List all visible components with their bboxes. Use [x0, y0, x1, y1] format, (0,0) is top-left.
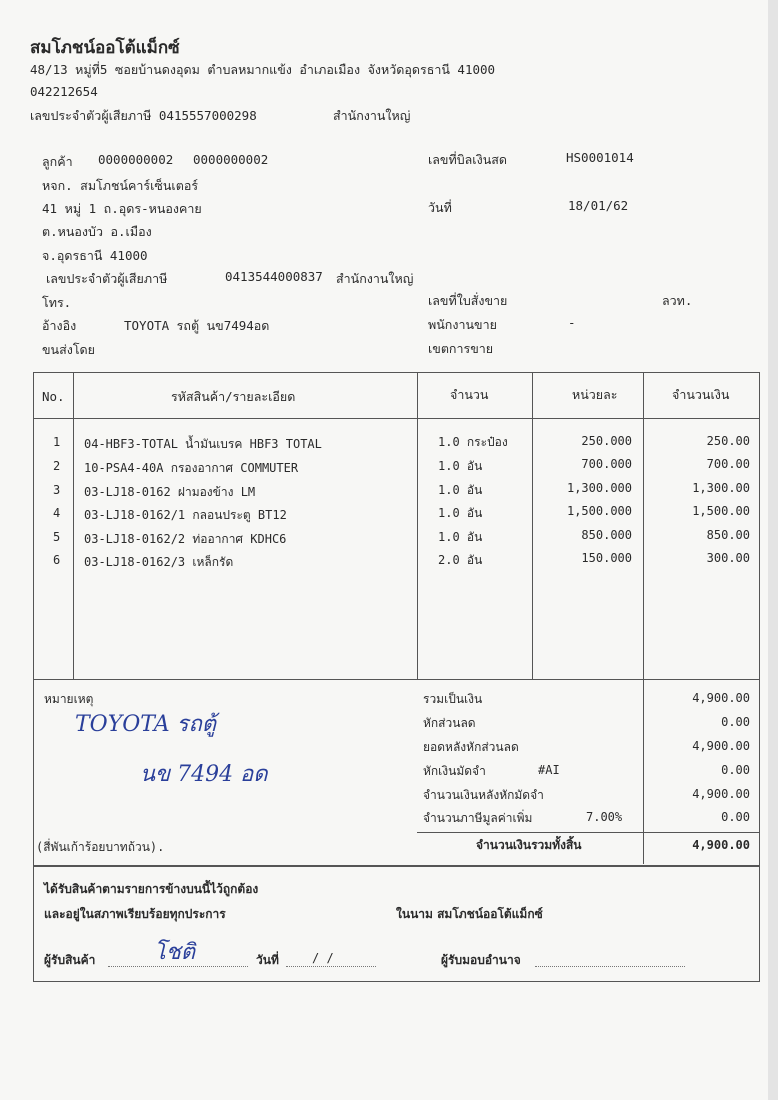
- on-behalf-of: ในนาม สมโภชน์ออโต้แม็กซ์: [396, 907, 543, 921]
- deposit-label: หักเงินมัดจำ: [423, 764, 486, 778]
- after-discount-label: ยอดหลังหักส่วนลด: [423, 740, 519, 754]
- vat-rate: 7.00%: [586, 810, 623, 824]
- deposit-code: #AI: [538, 763, 560, 777]
- total-value: 4,900.00: [692, 691, 750, 705]
- table-row-unit-price: 700.000: [581, 457, 632, 471]
- company-branch: สำนักงานใหญ่: [333, 108, 411, 123]
- customer-name: หจก. สมโภชน์คาร์เซ็นเตอร์: [42, 178, 199, 193]
- customer-tax-id: 0413544000837: [225, 269, 323, 284]
- table-row-quantity: 1.0 อัน: [438, 530, 483, 544]
- table-row-description: 03-LJ18-0162/1 กลอนประตู BT12: [84, 508, 287, 522]
- received-statement-1: ได้รับสินค้าตามรายการข้างบนนี้ไว้ถูกต้อง: [44, 882, 259, 896]
- table-row-unit-price: 250.000: [581, 434, 632, 448]
- amount-in-words: (สี่พันเก้าร้อยบาทถ้วน).: [36, 840, 165, 854]
- table-row-unit-price: 850.000: [581, 528, 632, 542]
- customer-address-2: ต.หนองบัว อ.เมือง: [42, 224, 152, 239]
- company-name: สมโภชน์ออโต้แม็กซ์: [30, 38, 180, 58]
- customer-ship-label: ขนส่งโดย: [42, 342, 95, 357]
- after-discount-value: 4,900.00: [692, 739, 750, 753]
- table-row-amount: 1,500.00: [692, 504, 750, 518]
- table-row-description: 03-LJ18-0162 ฝามองข้าง LM: [84, 485, 256, 499]
- table-row-amount: 300.00: [706, 551, 750, 565]
- table-row-description: 10-PSA4-40A กรองอากาศ COMMUTER: [84, 461, 299, 475]
- table-row-no: 6: [53, 553, 61, 567]
- table-row-no: 5: [53, 530, 61, 544]
- discount-value: 0.00: [721, 715, 750, 729]
- sales-zone-label: เขตการขาย: [428, 341, 494, 356]
- grand-total-label: จำนวนเงินรวมทั้งสิ้น: [476, 838, 582, 852]
- receive-date-label: วันที่: [256, 953, 279, 967]
- customer-ref-value: TOYOTA รถตู้ นข7494อด: [124, 318, 270, 333]
- col-header-description: รหัสสินค้า/รายละเอียด: [171, 389, 296, 404]
- customer-code-1: 0000000002: [98, 152, 174, 167]
- bill-date-value: 18/01/62: [568, 198, 629, 213]
- grand-total-value: 4,900.00: [692, 838, 750, 852]
- col-header-unit-price: หน่วยละ: [572, 387, 618, 402]
- after-deposit-label: จำนวนเงินหลังหักมัดจำ: [423, 788, 544, 802]
- col-divider: [73, 372, 74, 679]
- table-row-amount: 700.00: [706, 457, 750, 471]
- note-label: หมายเหตุ: [44, 692, 94, 706]
- company-phone: 042212654: [30, 84, 98, 99]
- table-body-divider: [33, 679, 760, 680]
- table-row-description: 03-LJ18-0162/2 ท่ออากาศ KDHC6: [84, 532, 287, 546]
- after-deposit-value: 4,900.00: [692, 787, 750, 801]
- table-row-amount: 1,300.00: [692, 481, 750, 495]
- bill-number-value: HS0001014: [566, 150, 634, 165]
- total-label: รวมเป็นเงิน: [423, 692, 483, 706]
- table-row-quantity: 1.0 อัน: [438, 483, 483, 497]
- vat-value: 0.00: [721, 810, 750, 824]
- company-address: 48/13 หมู่ที่5 ซอยบ้านดงอุดม ตำบลหมากแข้ง อำเภอเมือง จังหวัดอุดรธานี 41000: [30, 62, 496, 77]
- table-row-unit-price: 150.000: [581, 551, 632, 565]
- salesperson-value: -: [568, 315, 576, 330]
- customer-code-2: 0000000002: [193, 152, 269, 167]
- sales-order-value: ลวท.: [662, 293, 693, 308]
- grand-total-divider: [417, 832, 760, 833]
- handwritten-note-2: นข 7494 อด: [140, 762, 268, 787]
- col-header-no: No.: [42, 389, 65, 404]
- table-row-no: 4: [53, 506, 61, 520]
- col-header-quantity: จำนวน: [450, 387, 489, 402]
- bill-number-label: เลขที่บิลเงินสด: [428, 152, 507, 167]
- customer-label: ลูกค้า: [42, 154, 73, 169]
- bill-date-label: วันที่: [428, 200, 452, 215]
- company-tax-id: เลขประจำตัวผู้เสียภาษี 0415557000298: [30, 108, 257, 123]
- deposit-value: 0.00: [721, 763, 750, 777]
- customer-tax-label: เลขประจำตัวผู้เสียภาษี: [46, 271, 168, 286]
- receive-date-slashes: / /: [312, 951, 334, 965]
- col-divider: [643, 372, 644, 864]
- customer-address-1: 41 หมู่ 1 ถ.อุดร-หนองคาย: [42, 201, 202, 216]
- customer-branch: สำนักงานใหญ่: [336, 271, 414, 286]
- col-header-amount: จำนวนเงิน: [672, 387, 730, 402]
- salesperson-label: พนักงานขาย: [428, 317, 497, 332]
- table-row-amount: 250.00: [706, 434, 750, 448]
- col-divider: [532, 372, 533, 679]
- table-row-unit-price: 1,500.000: [566, 504, 632, 518]
- sales-order-label: เลขที่ใบสั่งขาย: [428, 293, 508, 308]
- table-row-no: 3: [53, 483, 61, 497]
- customer-ref-label: อ้างอิง: [42, 318, 77, 333]
- table-row-description: 04-HBF3-TOTAL น้ำมันเบรค HBF3 TOTAL: [84, 437, 322, 451]
- receiver-label: ผู้รับสินค้า: [44, 953, 96, 967]
- customer-tel-label: โทร.: [42, 295, 72, 310]
- receiver-signature: โชติ: [154, 940, 196, 965]
- table-row-quantity: 1.0 อัน: [438, 506, 483, 520]
- receive-date-line: [286, 966, 376, 967]
- scan-edge: [768, 0, 778, 1100]
- table-row-description: 03-LJ18-0162/3 เหล็กรัด: [84, 555, 234, 569]
- table-row-amount: 850.00: [706, 528, 750, 542]
- discount-label: หักส่วนลด: [423, 716, 476, 730]
- table-row-quantity: 1.0 อัน: [438, 459, 483, 473]
- table-row-no: 1: [53, 435, 61, 449]
- table-row-no: 2: [53, 459, 61, 473]
- col-divider: [417, 372, 418, 679]
- authorized-signature-line: [535, 966, 685, 967]
- handwritten-note-1: TOYOTA รถตู้: [75, 712, 217, 737]
- table-row-quantity: 2.0 อัน: [438, 553, 483, 567]
- table-row-quantity: 1.0 กระป๋อง: [438, 435, 508, 449]
- table-row-unit-price: 1,300.000: [566, 481, 632, 495]
- vat-label: จำนวนภาษีมูลค่าเพิ่ม: [423, 811, 533, 825]
- received-statement-2: และอยู่ในสภาพเรียบร้อยทุกประการ: [44, 907, 226, 921]
- customer-address-3: จ.อุดรธานี 41000: [42, 248, 148, 263]
- authorized-label: ผู้รับมอบอำนาจ: [441, 953, 521, 967]
- table-header-divider: [33, 418, 760, 419]
